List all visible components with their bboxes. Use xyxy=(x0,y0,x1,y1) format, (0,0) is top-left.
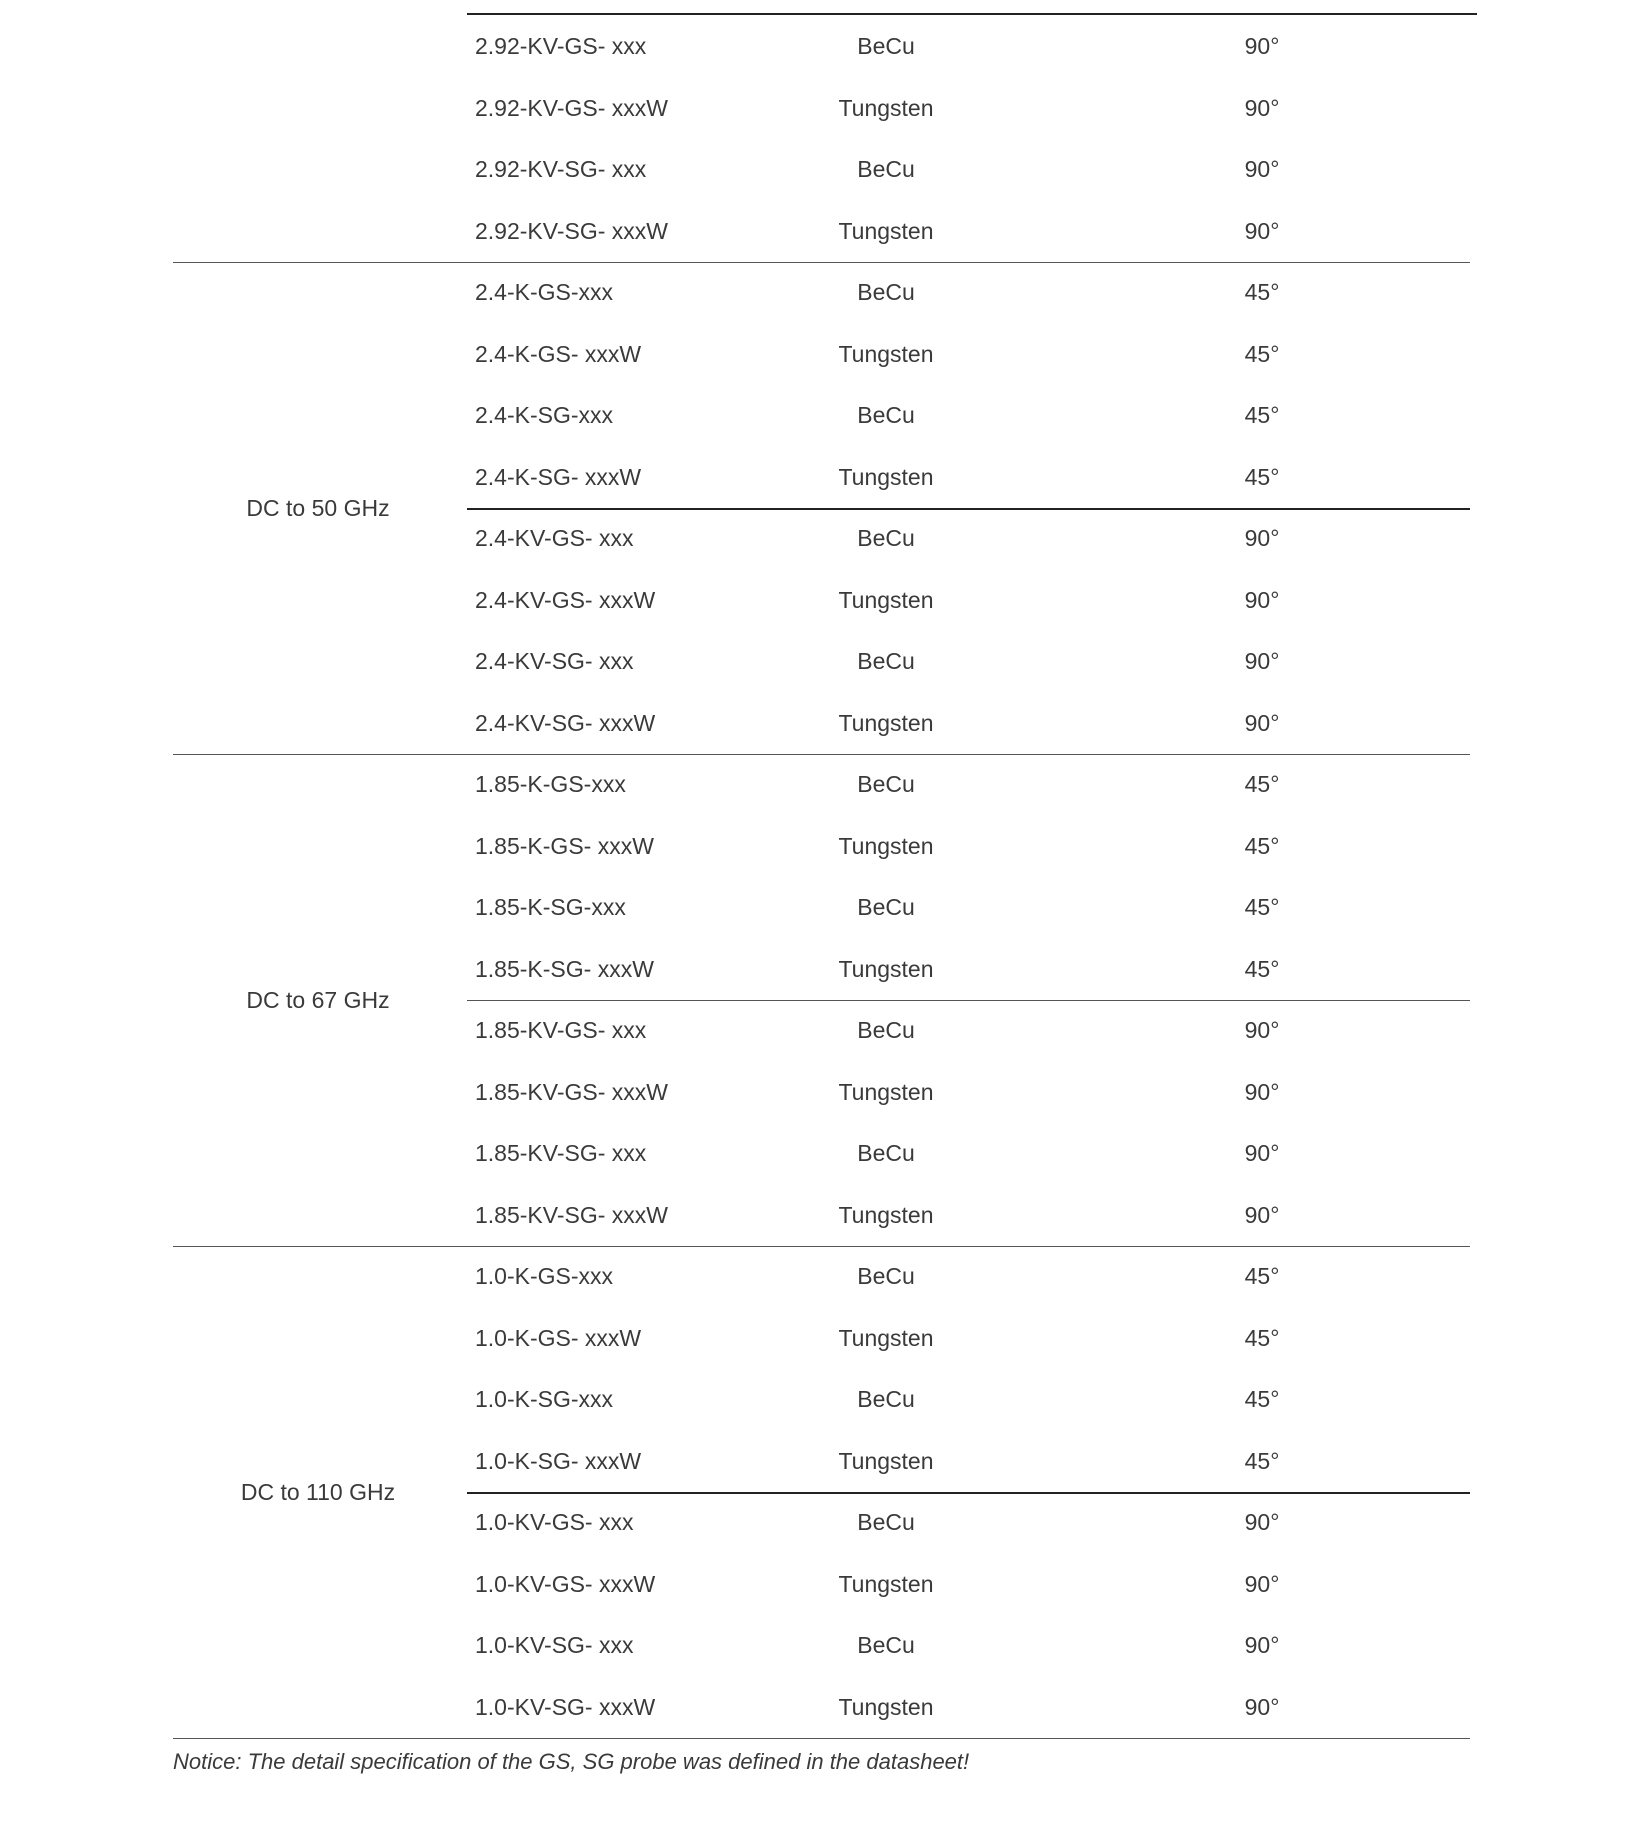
group-divider xyxy=(173,1246,1470,1247)
material-text: BeCu xyxy=(857,279,915,305)
model-cell: 1.0-KV-SG- xxx xyxy=(475,1632,634,1658)
material-text: Tungsten xyxy=(838,341,934,367)
angle-text: 90° xyxy=(1244,1202,1280,1228)
material-text: BeCu xyxy=(857,648,915,674)
model-cell: 2.92-KV-GS- xxx xyxy=(475,33,647,59)
table-bottom-rule xyxy=(173,1738,1470,1739)
angle-text: 90° xyxy=(1244,1632,1280,1658)
material-text: BeCu xyxy=(857,1386,915,1412)
angle-text: 90° xyxy=(1244,1571,1280,1597)
subgroup-divider xyxy=(467,1000,1470,1001)
material-text: BeCu xyxy=(857,1263,915,1289)
model-cell: 1.0-KV-GS- xxx xyxy=(475,1509,634,1535)
material-text: Tungsten xyxy=(838,1202,934,1228)
model-cell: 1.85-K-GS- xxxW xyxy=(475,833,654,859)
angle-text: 45° xyxy=(1244,771,1280,797)
material-text: Tungsten xyxy=(838,1079,934,1105)
model-cell: 1.85-K-GS-xxx xyxy=(475,771,626,797)
angle-text: 45° xyxy=(1244,1448,1280,1474)
material-text: BeCu xyxy=(857,525,915,551)
model-cell: 2.4-KV-GS- xxx xyxy=(475,525,634,551)
material-text: Tungsten xyxy=(838,1694,934,1720)
material-text: Tungsten xyxy=(838,218,934,244)
angle-text: 45° xyxy=(1244,894,1280,920)
material-text: Tungsten xyxy=(838,1325,934,1351)
model-cell: 2.92-KV-SG- xxxW xyxy=(475,218,668,244)
subgroup-divider xyxy=(467,1492,1470,1494)
model-cell: 2.4-KV-GS- xxxW xyxy=(475,587,656,613)
material-text: BeCu xyxy=(857,1017,915,1043)
material-text: BeCu xyxy=(857,33,915,59)
model-cell: 1.85-K-SG-xxx xyxy=(475,894,626,920)
model-cell: 1.0-KV-GS- xxxW xyxy=(475,1571,656,1597)
angle-text: 45° xyxy=(1244,402,1280,428)
angle-text: 45° xyxy=(1244,464,1280,490)
model-cell: 1.85-KV-GS- xxxW xyxy=(475,1079,668,1105)
angle-text: 45° xyxy=(1244,1386,1280,1412)
model-cell: 2.92-KV-SG- xxx xyxy=(475,156,647,182)
model-cell: 1.85-KV-SG- xxxW xyxy=(475,1202,668,1228)
angle-text: 45° xyxy=(1244,956,1280,982)
model-cell: 1.85-KV-SG- xxx xyxy=(475,1140,647,1166)
material-text: BeCu xyxy=(857,1632,915,1658)
material-text: Tungsten xyxy=(838,710,934,736)
group-divider xyxy=(173,754,1470,755)
angle-text: 90° xyxy=(1244,710,1280,736)
material-text: Tungsten xyxy=(838,95,934,121)
angle-text: 90° xyxy=(1244,156,1280,182)
material-text: BeCu xyxy=(857,771,915,797)
material-text: Tungsten xyxy=(838,956,934,982)
model-cell: 1.0-K-GS- xxxW xyxy=(475,1325,642,1351)
angle-text: 45° xyxy=(1244,341,1280,367)
angle-text: 90° xyxy=(1244,95,1280,121)
frequency-range-text: DC to 110 GHz xyxy=(240,1479,396,1505)
material-text: Tungsten xyxy=(838,587,934,613)
angle-text: 90° xyxy=(1244,1509,1280,1535)
model-cell: 2.92-KV-GS- xxxW xyxy=(475,95,668,121)
angle-text: 90° xyxy=(1244,1140,1280,1166)
angle-text: 45° xyxy=(1244,1325,1280,1351)
table-top-rule xyxy=(467,13,1477,15)
material-text: BeCu xyxy=(857,1140,915,1166)
material-text: BeCu xyxy=(857,156,915,182)
model-cell: 1.0-KV-SG- xxxW xyxy=(475,1694,656,1720)
angle-text: 45° xyxy=(1244,279,1280,305)
model-cell: 1.0-K-SG- xxxW xyxy=(475,1448,642,1474)
material-text: BeCu xyxy=(857,402,915,428)
material-text: Tungsten xyxy=(838,833,934,859)
frequency-range-text: DC to 50 GHz xyxy=(246,495,390,521)
material-text: BeCu xyxy=(857,1509,915,1535)
model-cell: 2.4-K-GS- xxxW xyxy=(475,341,642,367)
material-text: Tungsten xyxy=(838,1448,934,1474)
model-cell: 2.4-KV-SG- xxx xyxy=(475,648,634,674)
model-cell: 2.4-K-SG-xxx xyxy=(475,402,614,428)
material-text: Tungsten xyxy=(838,1571,934,1597)
model-cell: 2.4-K-GS-xxx xyxy=(475,279,614,305)
model-cell: 1.0-K-GS-xxx xyxy=(475,1263,614,1289)
angle-text: 45° xyxy=(1244,833,1280,859)
material-text: Tungsten xyxy=(838,464,934,490)
model-cell: 1.0-K-SG-xxx xyxy=(475,1386,614,1412)
angle-text: 90° xyxy=(1244,587,1280,613)
angle-text: 90° xyxy=(1244,33,1280,59)
model-cell: 2.4-KV-SG- xxxW xyxy=(475,710,656,736)
angle-text: 90° xyxy=(1244,1079,1280,1105)
angle-text: 90° xyxy=(1244,648,1280,674)
model-cell: 2.4-K-SG- xxxW xyxy=(475,464,642,490)
notice-text: Notice: The detail specification of the GS, SG probe was defined in the datasheet! xyxy=(173,1749,970,1774)
group-divider xyxy=(173,262,1470,263)
angle-text: 90° xyxy=(1244,218,1280,244)
frequency-range-text: DC to 67 GHz xyxy=(246,987,390,1013)
material-text: BeCu xyxy=(857,894,915,920)
subgroup-divider xyxy=(467,508,1470,510)
angle-text: 90° xyxy=(1244,525,1280,551)
angle-text: 90° xyxy=(1244,1694,1280,1720)
model-cell: 1.85-KV-GS- xxx xyxy=(475,1017,647,1043)
model-cell: 1.85-K-SG- xxxW xyxy=(475,956,654,982)
angle-text: 90° xyxy=(1244,1017,1280,1043)
angle-text: 45° xyxy=(1244,1263,1280,1289)
